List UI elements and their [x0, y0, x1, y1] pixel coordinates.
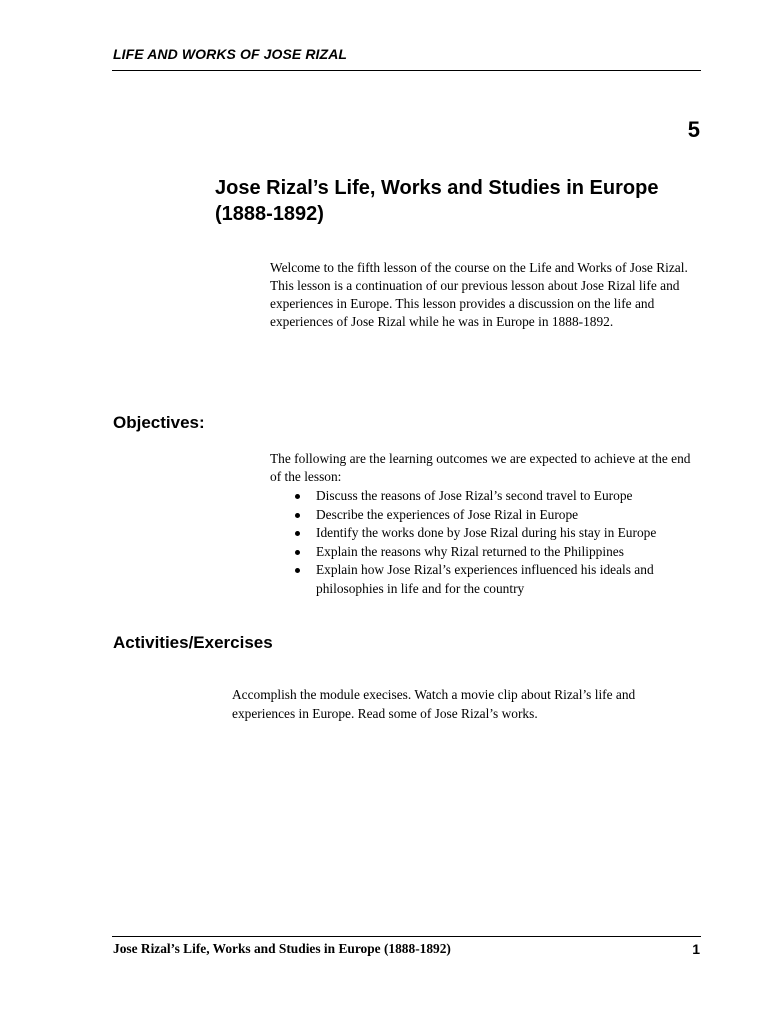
objective-item: Identify the works done by Jose Rizal during his stay in Europe: [292, 524, 722, 543]
activities-text: Accomplish the module execises. Watch a movie clip about Rizal’s life and experiences in Europe. Read some of Jose Rizal’s works.: [232, 687, 636, 721]
objective-item: Explain how Jose Rizal’s experiences influenced his ideals and philosophies in life and for the country: [292, 561, 722, 598]
objectives-list: [292, 487, 722, 598]
running-header: LIFE AND WORKS OF JOSE RIZAL: [113, 46, 348, 62]
lesson-intro: Welcome to the fifth lesson of the course on the Life and Works of Jose Rizal. This lesson is a continuation of our previous lesson about Jose Rizal life and experiences in Europe. This lesson provides a discussion on the life and experiences of Jose Rizal while he was in Europe in 1888-1892.: [270, 260, 688, 329]
lesson-number: 5: [687, 117, 700, 142]
header-rule: [112, 70, 701, 71]
objective-item: Discuss the reasons of Jose Rizal’s second travel to Europe: [292, 487, 722, 506]
objectives-heading: Objectives:: [113, 413, 205, 432]
objectives-intro: The following are the learning outcomes we are expected to achieve at the end of the lesson:: [270, 451, 691, 484]
lesson-title: Jose Rizal’s Life, Works and Studies in Europe (1888-1892): [215, 177, 659, 225]
footer-title: Jose Rizal’s Life, Works and Studies in Europe (1888-1892): [113, 941, 451, 956]
objective-item: Explain the reasons why Rizal returned to the Philippines: [292, 543, 722, 562]
objective-item: Describe the experiences of Jose Rizal in Europe: [292, 506, 722, 525]
activities-heading: Activities/Exercises: [113, 633, 273, 652]
footer-page-number: 1: [692, 941, 700, 957]
footer-rule: [112, 936, 701, 937]
